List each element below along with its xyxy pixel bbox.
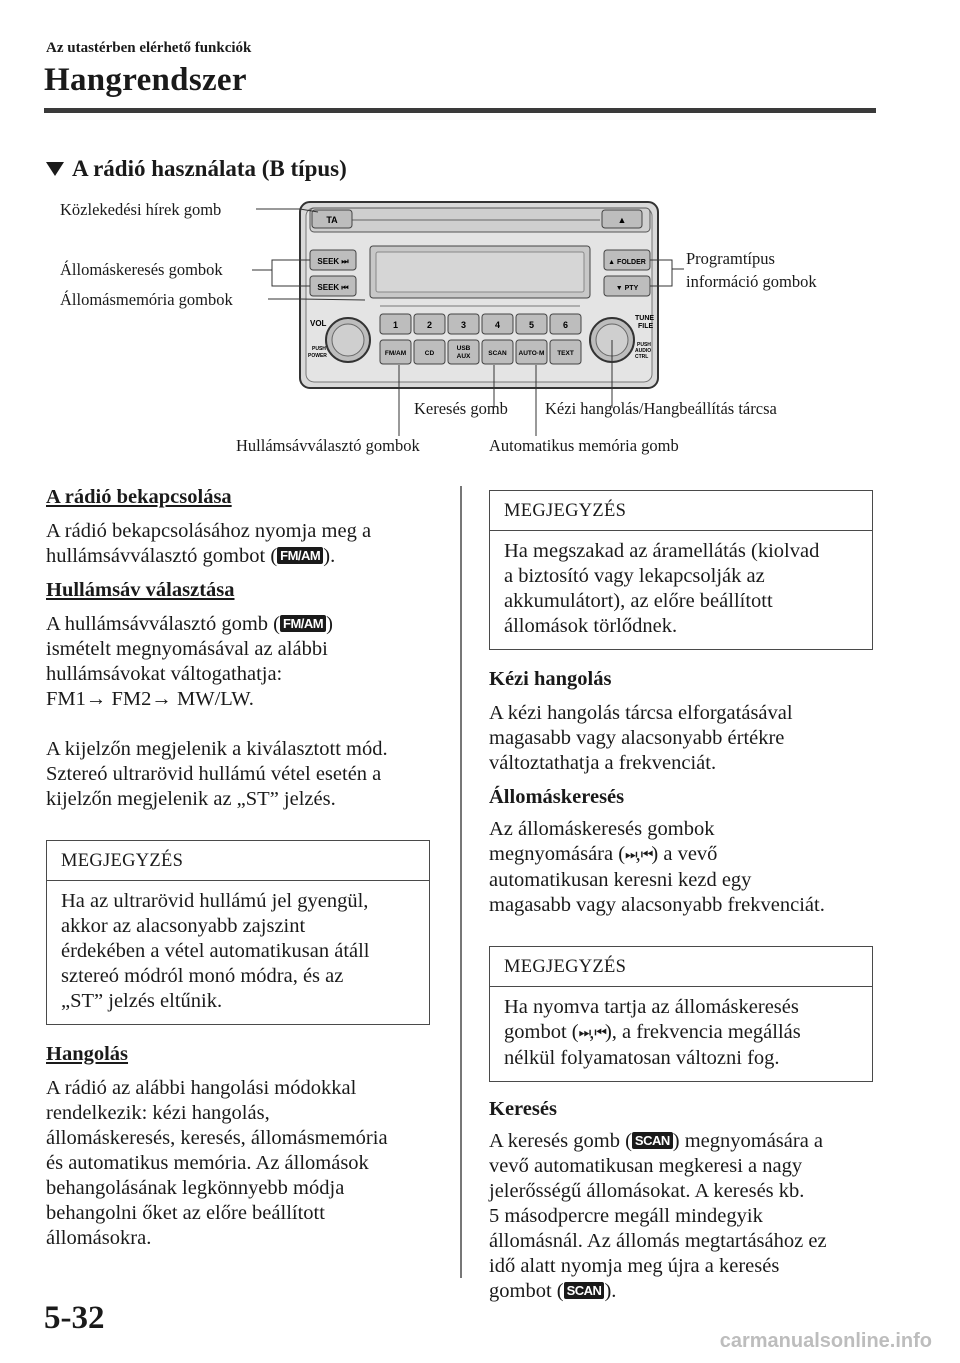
paragraph-seek [489,817,879,918]
heading-manual-tuning: Kézi hangolás [489,668,612,690]
text-span: ), a frekvencia megállás [604,1021,801,1043]
radio-button-label: TEXT [557,350,574,357]
text-span: ). [604,1280,617,1302]
page-title: Hangrendszer [44,62,247,98]
paragraph-display [46,737,436,812]
text-span: ) a vevő [651,843,718,865]
text-line: akkor az alacsonyabb zajszint [61,915,306,937]
heading-seek: Állomáskeresés [489,786,625,808]
callout-memory: Állomásmemória gombok [60,290,233,309]
folder-label: ▲ FOLDER [608,259,646,266]
text-line: rendelkezik: kézi hangolás, [46,1102,270,1124]
preset-label: 4 [494,320,501,330]
text-line [504,1020,858,1046]
text-span: megnyomására ( [489,843,626,865]
push-power-label-1: PUSH [312,346,326,352]
note-body [47,881,429,1024]
text-span: , [589,1021,595,1043]
callout-dial: Kézi hangolás/Hangbeállítás tárcsa [545,399,777,418]
radio-button-label: SCAN [488,350,507,357]
text-line: állomáskeresés, keresés, állomásmemória [46,1127,388,1149]
watermark: carmanualsonline.info [719,1330,932,1352]
column-divider [460,486,462,1278]
section-label: Az utastérben elérhető funkciók [46,40,252,56]
text-line: állomásnál. Az állomás megtartásához ez [489,1230,827,1252]
text-line: idő alatt nyomja meg újra a keresés [489,1255,780,1277]
push-audio-label-1: PUSH [637,342,651,348]
text-line: kijelzőn megjelenik az „ST” jelzés. [46,788,336,810]
note-box-hold-seek [489,946,873,1082]
paragraph-scan [489,1129,879,1304]
callout-seek: Állomáskeresés gombok [60,260,223,279]
text-line: Sztereó ultrarövid hullámú vétel esetén a [46,763,382,785]
text-line [489,842,879,868]
paragraph-manual-tuning [489,701,879,776]
fm-am-button-icon: FM/AM [280,615,326,632]
text-span: ) [326,613,333,635]
text-line: a biztosító vagy lekapcsolják az [504,565,765,587]
text-line: 5 másodpercre megáll mindegyik [489,1205,763,1227]
callout-pty-line2: információ gombok [686,272,817,291]
text-line: állomásokra. [46,1227,152,1249]
preset-label: 6 [562,320,569,330]
seek-up-icon: ⏭ [625,847,636,863]
text-line [46,612,436,637]
text-line: magasabb vagy alacsonyabb frekvenciát. [489,894,825,916]
text-line: magasabb vagy alacsonyabb értékre [489,727,785,749]
seek-down-icon: ⏮ [640,847,652,863]
preset-label: 2 [426,320,433,330]
text-span: A keresés gomb ( [489,1130,632,1152]
callout-scan: Keresés gomb [414,399,508,418]
text-line: állomások törlődnek. [504,615,678,637]
callout-pty-line1: Programtípus [686,249,775,268]
seek-down-label: SEEK ⏮ [317,283,349,292]
callout-traffic: Közlekedési hírek gomb [60,200,222,219]
note-heading: MEGJEGYZÉS [47,841,429,881]
text-line: vevő automatikusan megkeresi a nagy [489,1155,803,1177]
text-span: gombot ( [504,1021,579,1043]
seek-down-icon: ⏮ [594,1025,605,1041]
left-column [46,486,436,1251]
text-span: gombot ( [489,1280,564,1302]
text-line: Ha az ultrarövid hullámú jel gyengül, [61,890,369,912]
radio-diagram-svg [0,190,960,470]
text-line: és automatikus memória. Az állomások [46,1152,369,1174]
callout-automem: Automatikus memória gomb [489,436,679,455]
fm-am-button-icon: FM/AM [277,547,323,564]
right-column [489,490,879,1304]
text-line: Az állomáskeresés gombok [489,818,715,840]
radio-button-usb-aux [448,340,479,364]
text-line: változtathatja a frekvenciát. [489,752,717,774]
file-label: FILE [638,323,654,330]
heading-scan: Keresés [489,1098,557,1120]
paragraph-tuning [46,1076,436,1251]
page-number: 5-32 [44,1300,105,1336]
callout-band: Hullámsávválasztó gombok [236,436,420,455]
text-span: ). [323,545,336,567]
note-heading: MEGJEGYZÉS [490,947,872,987]
radio-button-label: USB [456,345,471,352]
text-line [489,1129,879,1154]
text-line: Ha nyomva tartja az állomáskeresés [504,996,799,1018]
heading-band-select: Hullámsáv választása [46,579,235,601]
text-line [46,544,436,569]
push-audio-label-2: AUDIO [635,348,652,354]
paragraph-band-select [46,612,436,712]
preset-label: 5 [528,320,535,330]
text-line: behangolni őket az előre beállított [46,1202,325,1224]
text-line: Ha megszakad az áramellátás (kiolvad [504,540,820,562]
note-body [490,531,872,649]
preset-label: 3 [460,320,467,330]
note-heading: MEGJEGYZÉS [490,491,872,531]
radio-button-label: FM/AM [384,350,407,357]
text-line: A kézi hangolás tárcsa elforgatásával [489,702,793,724]
text-line: FM1→ FM2→ MW/LW. [46,688,254,710]
text-line: sztereó módról monó módra, és az [61,965,344,987]
text-line: ismételt megnyomásával az alábbi [46,638,328,660]
seek-up-icon: ⏭ [578,1025,590,1041]
pty-label: ▼ PTY [615,285,639,292]
text-line: hullámsávokat váltogathatja: [46,663,283,685]
paragraph-power-on [46,519,436,569]
text-line [489,1279,879,1304]
radio-button-label: AUX [456,353,471,360]
scan-button-icon: SCAN [564,1282,605,1299]
radio-button-label: AUTO·M [518,350,545,357]
text-line: „ST” jelzés eltűnik. [61,990,223,1012]
tune-label: TUNE [635,315,655,322]
vol-label: VOL [310,319,327,328]
ta-label: TA [326,215,338,225]
heading-power-on: A rádió bekapcsolása [46,486,232,508]
section-heading-text: A rádió használata (B típus) [72,156,347,181]
triangle-down-icon [46,162,64,176]
text-line: A rádió bekapcsolásához nyomja meg a [46,520,372,542]
scan-button-icon: SCAN [632,1132,673,1149]
note-box-weak-signal [46,840,430,1025]
preset-label: 1 [392,320,399,330]
note-box-power-loss [489,490,873,650]
text-line: érdekében a vétel automatikusan átáll [61,940,370,962]
text-line: behangolásának legkönnyebb módja [46,1177,345,1199]
heading-tuning: Hangolás [46,1043,129,1065]
text-line: A rádió az alábbi hangolási módokkal [46,1077,357,1099]
title-rule [44,108,876,113]
push-audio-label-3: CTRL [635,354,649,360]
radio-button-label: CD [424,350,435,357]
text-line: jelerősségű állomásokat. A keresés kb. [489,1180,805,1202]
text-line: nélkül folyamatosan változni fog. [504,1047,780,1069]
text-span: , [635,843,641,865]
note-body [490,987,872,1081]
text-span: ) megnyomására a [672,1130,824,1152]
text-line: automatikusan keresni kezd egy [489,869,752,891]
radio-diagram [0,190,960,470]
seek-up-label: SEEK ⏭ [317,257,349,266]
text-span: A hullámsávválasztó gomb ( [46,613,280,635]
section-heading [46,156,347,182]
text-span: hullámsávválasztó gombot ( [46,545,278,567]
text-line: A kijelzőn megjelenik a kiválasztott mód. [46,738,388,760]
push-power-label-2: POWER [308,353,327,359]
text-line: akkumulátort), az előre beállított [504,590,773,612]
eject-icon: ▲ [617,215,627,225]
